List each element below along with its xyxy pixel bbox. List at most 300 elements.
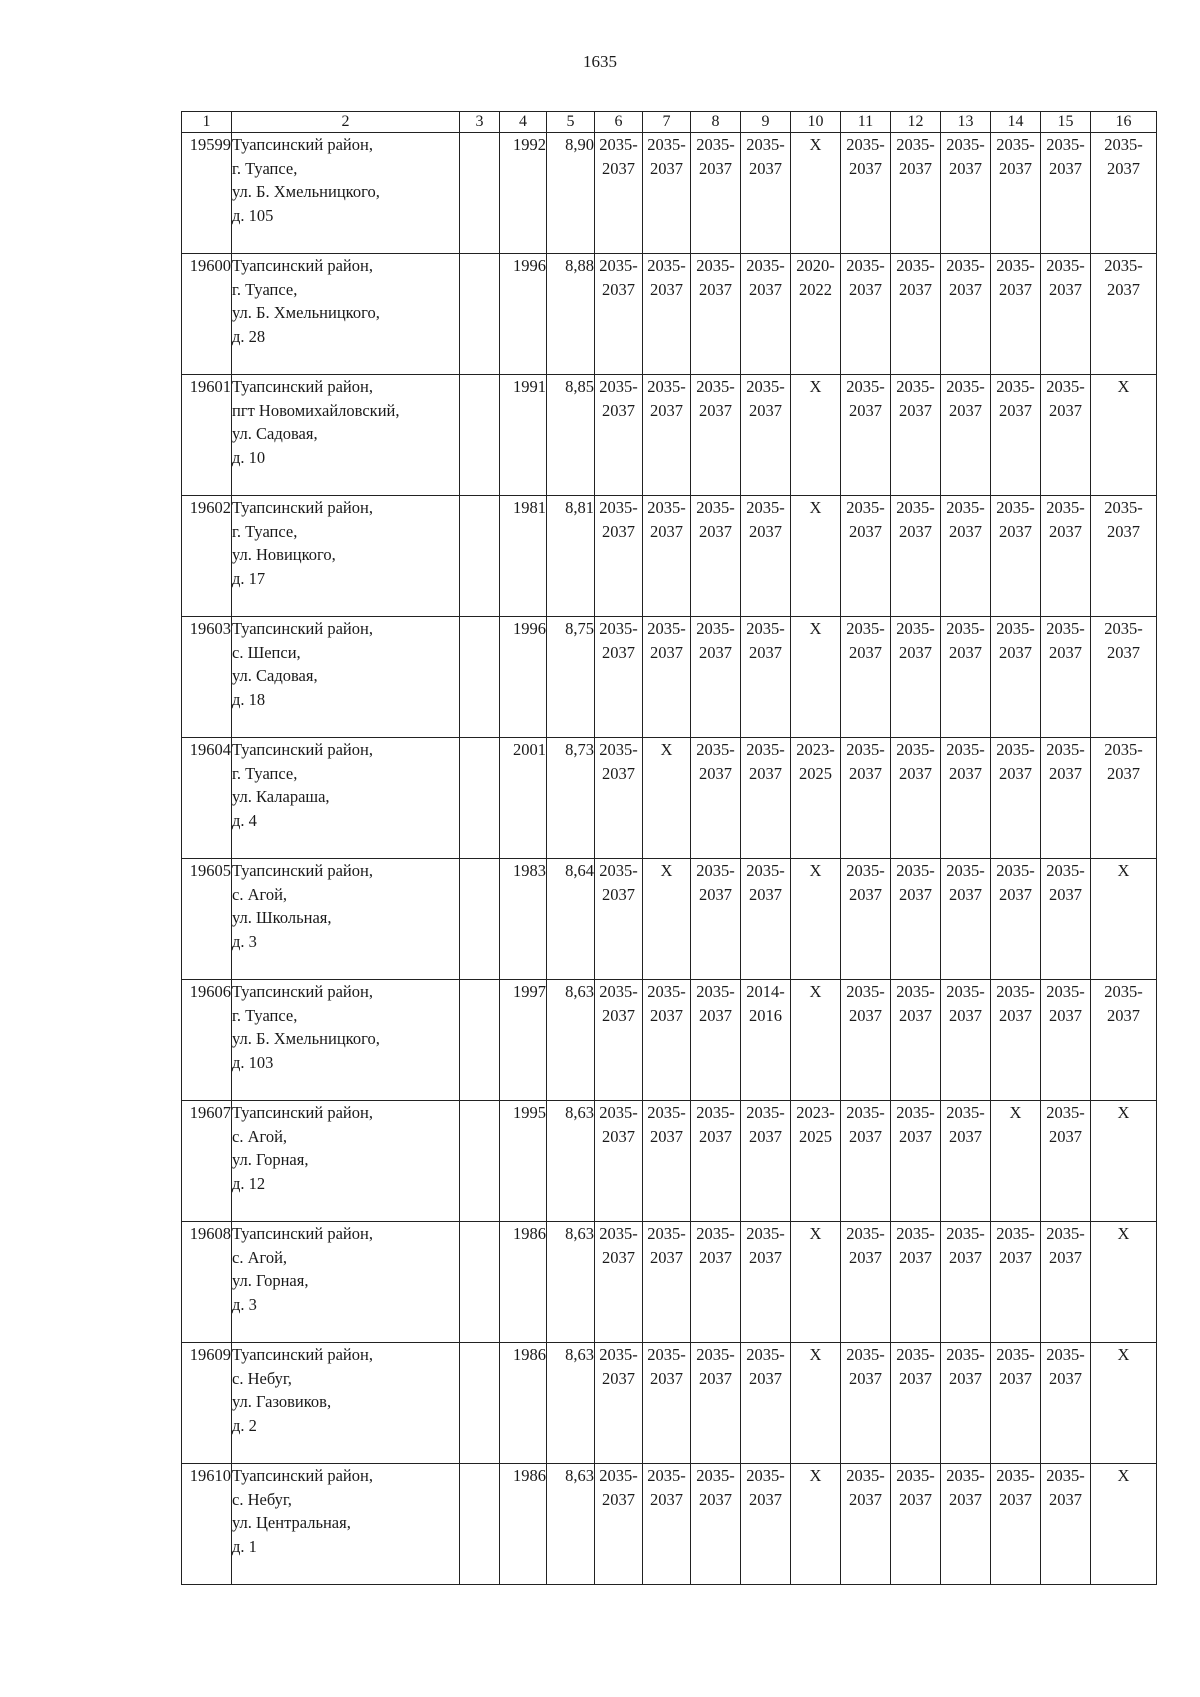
page-number: 1635 xyxy=(583,52,617,71)
column-header: 15 xyxy=(1041,112,1091,133)
period-cell xyxy=(891,617,941,738)
period-end: 2037 xyxy=(1107,642,1140,662)
address-cell xyxy=(232,1222,460,1343)
period-start: 2035- xyxy=(647,619,686,638)
address-line: Туапсинский район, xyxy=(232,982,373,1001)
period-cell xyxy=(595,1222,643,1343)
address-line: Туапсинский район, xyxy=(232,740,373,759)
period-end: 2037 xyxy=(949,1247,982,1267)
period-cell xyxy=(991,1222,1041,1343)
period-end: 2037 xyxy=(699,1489,732,1509)
address-line: Туапсинский район, xyxy=(232,498,373,517)
address-line: ул. Садовая, xyxy=(232,424,318,443)
column-3-cell xyxy=(460,738,500,859)
period-start: 2035- xyxy=(696,982,735,1001)
period-end: 2037 xyxy=(602,400,635,420)
period-end: 2037 xyxy=(650,1489,683,1509)
year-cell: 1992 xyxy=(500,133,547,254)
address-line: г. Туапсе, xyxy=(232,1005,298,1025)
period-cell xyxy=(691,133,741,254)
period-cell xyxy=(1041,617,1091,738)
period-start: 2035- xyxy=(896,135,935,154)
period-start: 2035- xyxy=(1046,1224,1085,1243)
period-start: 2035- xyxy=(696,740,735,759)
period-end: 2037 xyxy=(1107,158,1140,178)
period-end: 2037 xyxy=(602,763,635,783)
address-line: д. 4 xyxy=(232,810,257,830)
period-cell xyxy=(841,859,891,980)
period-start: 2035- xyxy=(946,861,985,880)
period-start: 2035- xyxy=(996,1345,1035,1364)
address-line: д. 3 xyxy=(232,1294,257,1314)
period-end: 2037 xyxy=(849,1368,882,1388)
wear-cell: 8,63 xyxy=(547,1464,595,1585)
period-start: 2035- xyxy=(599,498,638,517)
period-cell xyxy=(691,496,741,617)
period-cell xyxy=(991,980,1041,1101)
period-end: 2037 xyxy=(849,1489,882,1509)
table-row xyxy=(182,1464,1157,1585)
table-row xyxy=(182,980,1157,1101)
period-cell xyxy=(691,859,741,980)
period-end: 2037 xyxy=(749,158,782,178)
period-start: 2035- xyxy=(599,861,638,880)
column-3-cell xyxy=(460,1101,500,1222)
period-start: 2035- xyxy=(1104,135,1143,154)
period-start: X xyxy=(660,861,673,880)
address-line: Туапсинский район, xyxy=(232,135,373,154)
period-cell xyxy=(741,375,791,496)
period-end: 2037 xyxy=(1049,1368,1082,1388)
period-start: 2035- xyxy=(647,1345,686,1364)
period-cell xyxy=(1041,859,1091,980)
address-line: д. 10 xyxy=(232,447,266,467)
period-cell xyxy=(891,1343,941,1464)
period-cell xyxy=(741,254,791,375)
period-cell xyxy=(891,1222,941,1343)
period-end: 2037 xyxy=(999,521,1032,541)
period-end: 2037 xyxy=(749,279,782,299)
period-start: 2035- xyxy=(896,1466,935,1485)
year-cell: 1983 xyxy=(500,859,547,980)
period-cell xyxy=(643,1101,691,1222)
period-start: 2035- xyxy=(599,135,638,154)
period-end: 2037 xyxy=(1049,521,1082,541)
address-cell xyxy=(232,1343,460,1464)
period-start: 2035- xyxy=(647,1224,686,1243)
period-end: 2037 xyxy=(999,279,1032,299)
period-cell xyxy=(643,859,691,980)
period-end: 2037 xyxy=(999,158,1032,178)
period-cell xyxy=(991,1464,1041,1585)
address-line: д. 18 xyxy=(232,689,266,709)
period-start: 2035- xyxy=(996,1224,1035,1243)
period-start: 2035- xyxy=(946,740,985,759)
period-end: 2037 xyxy=(949,1368,982,1388)
period-end: 2037 xyxy=(749,642,782,662)
address-line: д. 2 xyxy=(232,1415,257,1435)
period-start: 2035- xyxy=(696,377,735,396)
period-start: 2035- xyxy=(996,619,1035,638)
period-start: 2035- xyxy=(1046,740,1085,759)
period-end: 2037 xyxy=(899,521,932,541)
address-line: ул. Школьная, xyxy=(232,908,332,927)
address-line: г. Туапсе, xyxy=(232,763,298,783)
column-header: 10 xyxy=(791,112,841,133)
period-cell xyxy=(841,738,891,859)
period-start: 2035- xyxy=(946,982,985,1001)
wear-cell: 8,63 xyxy=(547,1101,595,1222)
column-3-cell xyxy=(460,1464,500,1585)
period-end: 2037 xyxy=(699,884,732,904)
period-start: 2035- xyxy=(696,619,735,638)
period-cell xyxy=(991,859,1041,980)
period-cell xyxy=(595,980,643,1101)
period-cell xyxy=(595,1464,643,1585)
period-end: 2037 xyxy=(1049,884,1082,904)
address-line: д. 28 xyxy=(232,326,266,346)
address-line: с. Небуг, xyxy=(232,1489,292,1509)
period-start: 2035- xyxy=(647,377,686,396)
period-cell xyxy=(691,738,741,859)
period-end: 2037 xyxy=(999,1368,1032,1388)
address-line: с. Шепси, xyxy=(232,642,301,662)
period-cell xyxy=(791,1343,841,1464)
period-end: 2037 xyxy=(699,1368,732,1388)
period-start: 2035- xyxy=(896,256,935,275)
period-start: 2035- xyxy=(896,1224,935,1243)
period-end: 2037 xyxy=(849,521,882,541)
period-start: 2014- xyxy=(746,982,785,1001)
period-end: 2037 xyxy=(749,1247,782,1267)
period-cell xyxy=(1091,496,1157,617)
year-cell: 1986 xyxy=(500,1464,547,1585)
wear-cell: 8,63 xyxy=(547,980,595,1101)
period-cell xyxy=(841,375,891,496)
period-cell xyxy=(791,375,841,496)
address-cell xyxy=(232,496,460,617)
period-cell xyxy=(891,1464,941,1585)
period-start: 2035- xyxy=(746,377,785,396)
period-start: X xyxy=(1117,1345,1130,1364)
period-end: 2037 xyxy=(1049,642,1082,662)
period-end: 2037 xyxy=(699,1126,732,1146)
period-start: 2035- xyxy=(647,1466,686,1485)
period-cell xyxy=(691,1343,741,1464)
period-start: 2035- xyxy=(746,1466,785,1485)
period-end: 2037 xyxy=(699,400,732,420)
period-cell xyxy=(1041,254,1091,375)
address-line: Туапсинский район, xyxy=(232,377,373,396)
address-line: ул. Б. Хмельницкого, xyxy=(232,303,380,322)
period-start: 2035- xyxy=(647,256,686,275)
period-end: 2022 xyxy=(799,279,832,299)
column-3-cell xyxy=(460,1343,500,1464)
period-start: 2035- xyxy=(599,377,638,396)
period-start: 2035- xyxy=(1046,861,1085,880)
period-cell xyxy=(991,617,1041,738)
period-start: 2035- xyxy=(846,1345,885,1364)
address-line: д. 3 xyxy=(232,931,257,951)
period-end: 2037 xyxy=(949,1489,982,1509)
period-end: 2037 xyxy=(1049,763,1082,783)
period-cell xyxy=(791,133,841,254)
wear-cell: 8,63 xyxy=(547,1222,595,1343)
period-cell xyxy=(891,254,941,375)
period-cell xyxy=(991,254,1041,375)
period-cell xyxy=(891,496,941,617)
address-line: д. 1 xyxy=(232,1536,257,1556)
period-cell xyxy=(841,133,891,254)
period-cell xyxy=(841,1222,891,1343)
period-end: 2037 xyxy=(899,279,932,299)
wear-cell: 8,81 xyxy=(547,496,595,617)
period-start: 2035- xyxy=(1046,1466,1085,1485)
period-cell xyxy=(1091,1343,1157,1464)
address-line: ул. Газовиков, xyxy=(232,1392,332,1411)
record-number: 19605 xyxy=(182,859,232,980)
period-cell xyxy=(741,738,791,859)
period-end: 2037 xyxy=(1049,400,1082,420)
address-cell xyxy=(232,738,460,859)
period-end: 2037 xyxy=(849,763,882,783)
period-cell xyxy=(643,980,691,1101)
period-start: 2035- xyxy=(896,740,935,759)
address-cell xyxy=(232,980,460,1101)
period-cell xyxy=(841,254,891,375)
period-start: 2035- xyxy=(696,1103,735,1122)
header-row xyxy=(182,112,1157,133)
period-cell xyxy=(841,1464,891,1585)
address-cell xyxy=(232,859,460,980)
period-start: 2035- xyxy=(996,982,1035,1001)
period-end: 2037 xyxy=(650,158,683,178)
period-cell xyxy=(991,133,1041,254)
period-cell xyxy=(791,496,841,617)
period-end: 2037 xyxy=(899,1005,932,1025)
period-end: 2037 xyxy=(999,763,1032,783)
period-cell xyxy=(643,1464,691,1585)
period-start: 2035- xyxy=(647,1103,686,1122)
period-cell xyxy=(691,254,741,375)
table-row xyxy=(182,254,1157,375)
period-start: 2035- xyxy=(599,982,638,1001)
column-3-cell xyxy=(460,254,500,375)
period-end: 2037 xyxy=(899,400,932,420)
address-cell xyxy=(232,1464,460,1585)
address-line: с. Агой, xyxy=(232,884,288,904)
period-start: X xyxy=(1117,1466,1130,1485)
address-line: д. 103 xyxy=(232,1052,274,1072)
period-end: 2037 xyxy=(849,884,882,904)
period-end: 2037 xyxy=(899,642,932,662)
period-end: 2037 xyxy=(999,1489,1032,1509)
period-end: 2037 xyxy=(699,1247,732,1267)
period-end: 2037 xyxy=(949,642,982,662)
column-header: 6 xyxy=(595,112,643,133)
wear-cell: 8,64 xyxy=(547,859,595,980)
period-end: 2037 xyxy=(650,279,683,299)
address-cell xyxy=(232,1101,460,1222)
period-cell xyxy=(741,1101,791,1222)
period-start: 2035- xyxy=(946,498,985,517)
year-cell: 1986 xyxy=(500,1343,547,1464)
period-end: 2037 xyxy=(602,158,635,178)
period-end: 2037 xyxy=(1049,1489,1082,1509)
period-cell xyxy=(991,1343,1041,1464)
period-end: 2037 xyxy=(899,763,932,783)
period-cell xyxy=(1041,133,1091,254)
period-cell xyxy=(991,496,1041,617)
period-start: 2035- xyxy=(946,619,985,638)
period-start: 2035- xyxy=(896,498,935,517)
address-line: ул. Б. Хмельницкого, xyxy=(232,1029,380,1048)
period-cell xyxy=(791,738,841,859)
period-start: 2035- xyxy=(1046,982,1085,1001)
period-cell xyxy=(941,859,991,980)
period-start: 2035- xyxy=(1104,740,1143,759)
period-start: 2035- xyxy=(846,982,885,1001)
period-cell xyxy=(891,1101,941,1222)
address-line: г. Туапсе, xyxy=(232,158,298,178)
address-line: Туапсинский район, xyxy=(232,619,373,638)
period-cell xyxy=(741,859,791,980)
period-start: 2035- xyxy=(599,256,638,275)
period-start: 2035- xyxy=(696,256,735,275)
period-start: X xyxy=(1117,861,1130,880)
period-cell xyxy=(741,617,791,738)
period-cell xyxy=(595,133,643,254)
column-header: 3 xyxy=(460,112,500,133)
address-line: пгт Новомихайловский, xyxy=(232,400,400,420)
period-start: 2035- xyxy=(746,498,785,517)
period-end: 2037 xyxy=(699,642,732,662)
period-start: 2035- xyxy=(746,861,785,880)
period-end: 2025 xyxy=(799,1126,832,1146)
period-start: 2035- xyxy=(946,1466,985,1485)
period-cell xyxy=(691,1464,741,1585)
period-start: 2035- xyxy=(1046,256,1085,275)
period-start: 2035- xyxy=(1104,498,1143,517)
table-row xyxy=(182,133,1157,254)
period-cell xyxy=(891,859,941,980)
period-end: 2037 xyxy=(749,884,782,904)
period-end: 2037 xyxy=(999,1005,1032,1025)
period-cell xyxy=(1041,496,1091,617)
period-start: 2035- xyxy=(1046,619,1085,638)
period-end: 2037 xyxy=(1049,1126,1082,1146)
period-end: 2037 xyxy=(1049,158,1082,178)
period-cell xyxy=(595,1343,643,1464)
period-cell xyxy=(941,1343,991,1464)
column-3-cell xyxy=(460,859,500,980)
column-3-cell xyxy=(460,496,500,617)
period-cell xyxy=(595,375,643,496)
table-row xyxy=(182,859,1157,980)
period-cell xyxy=(941,133,991,254)
period-end: 2037 xyxy=(602,1368,635,1388)
period-cell xyxy=(595,738,643,859)
period-start: X xyxy=(660,740,673,759)
period-cell xyxy=(941,980,991,1101)
period-cell xyxy=(941,1101,991,1222)
address-cell xyxy=(232,617,460,738)
period-start: 2035- xyxy=(696,1345,735,1364)
period-cell xyxy=(841,617,891,738)
period-cell xyxy=(741,496,791,617)
period-start: 2035- xyxy=(746,256,785,275)
period-end: 2037 xyxy=(899,158,932,178)
address-line: Туапсинский район, xyxy=(232,1224,373,1243)
period-start: X xyxy=(809,619,822,638)
period-start: 2035- xyxy=(896,377,935,396)
wear-cell: 8,75 xyxy=(547,617,595,738)
period-end: 2037 xyxy=(602,1126,635,1146)
period-start: 2035- xyxy=(746,740,785,759)
period-cell xyxy=(595,1101,643,1222)
record-number: 19606 xyxy=(182,980,232,1101)
period-start: X xyxy=(809,135,822,154)
period-cell xyxy=(643,738,691,859)
period-start: 2035- xyxy=(896,1103,935,1122)
period-start: 2035- xyxy=(746,1345,785,1364)
period-cell xyxy=(791,1464,841,1585)
period-start: 2035- xyxy=(896,982,935,1001)
period-start: X xyxy=(809,377,822,396)
address-line: Туапсинский район, xyxy=(232,1345,373,1364)
period-start: 2035- xyxy=(896,619,935,638)
period-cell xyxy=(691,375,741,496)
period-start: 2035- xyxy=(746,135,785,154)
period-cell xyxy=(891,738,941,859)
period-cell xyxy=(1091,1222,1157,1343)
period-start: 2035- xyxy=(647,135,686,154)
period-start: 2035- xyxy=(846,498,885,517)
period-cell xyxy=(791,859,841,980)
period-end: 2037 xyxy=(602,521,635,541)
period-cell xyxy=(1041,738,1091,859)
column-header: 12 xyxy=(891,112,941,133)
period-cell xyxy=(891,980,941,1101)
period-cell xyxy=(941,375,991,496)
period-start: X xyxy=(809,861,822,880)
period-start: 2035- xyxy=(746,619,785,638)
period-end: 2037 xyxy=(650,642,683,662)
period-end: 2037 xyxy=(602,1247,635,1267)
period-end: 2037 xyxy=(849,400,882,420)
period-cell xyxy=(941,496,991,617)
record-number: 19609 xyxy=(182,1343,232,1464)
period-end: 2037 xyxy=(849,279,882,299)
period-end: 2037 xyxy=(602,1489,635,1509)
record-number: 19603 xyxy=(182,617,232,738)
record-number: 19602 xyxy=(182,496,232,617)
period-start: X xyxy=(1117,1224,1130,1243)
period-cell xyxy=(841,980,891,1101)
period-cell xyxy=(841,1101,891,1222)
period-cell xyxy=(1041,1222,1091,1343)
column-3-cell xyxy=(460,1222,500,1343)
period-end: 2037 xyxy=(602,279,635,299)
period-cell xyxy=(595,617,643,738)
period-end: 2037 xyxy=(1049,1247,1082,1267)
period-end: 2037 xyxy=(650,400,683,420)
period-end: 2037 xyxy=(1107,763,1140,783)
address-line: ул. Садовая, xyxy=(232,666,318,685)
wear-cell: 8,63 xyxy=(547,1343,595,1464)
period-cell xyxy=(1091,254,1157,375)
period-start: 2035- xyxy=(946,135,985,154)
